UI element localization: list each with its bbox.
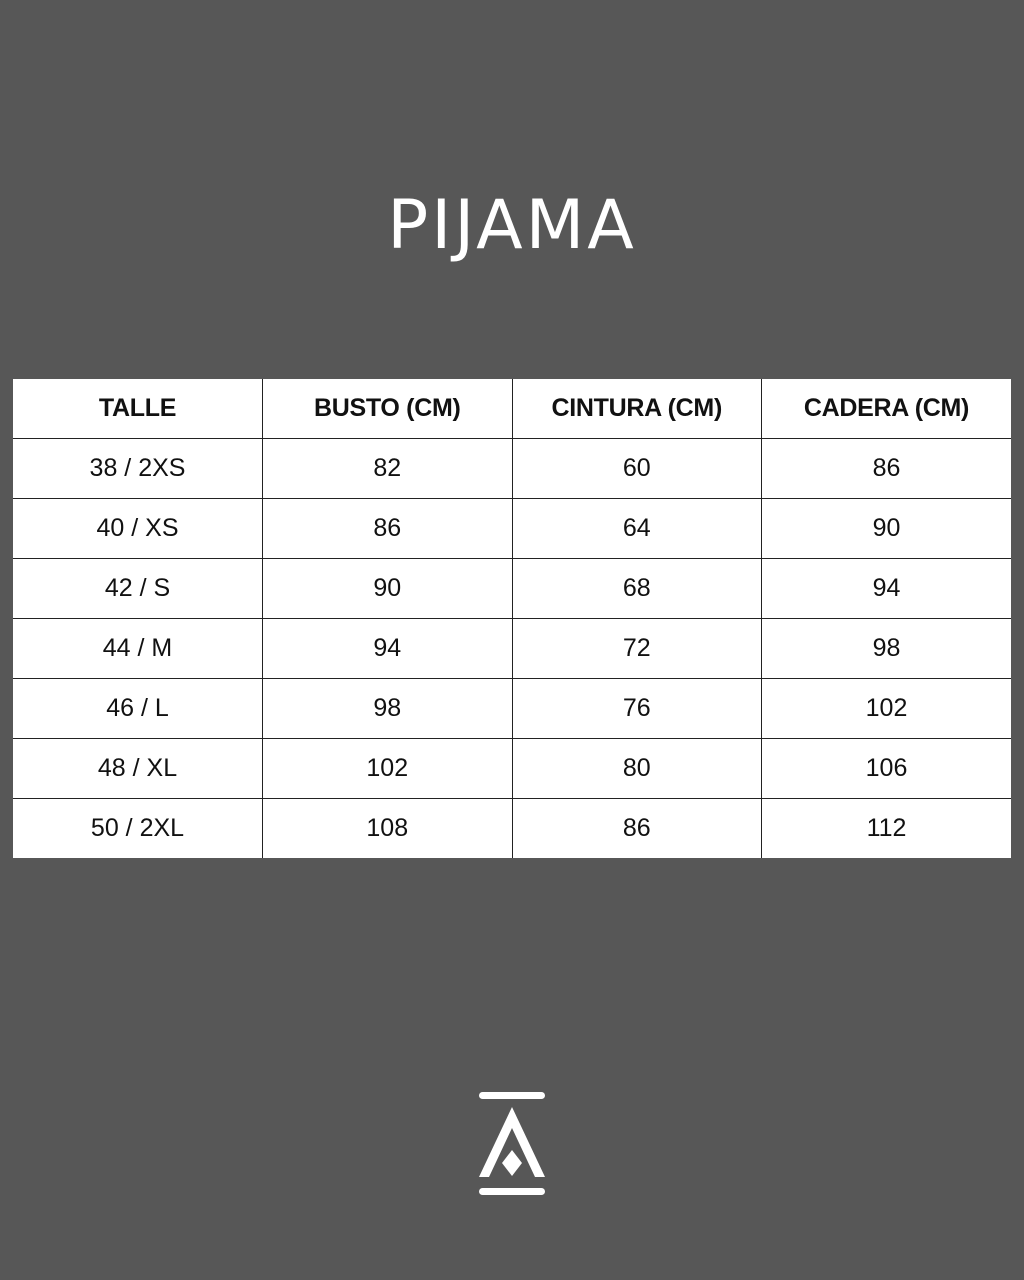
size-chart-table <box>13 379 1011 858</box>
header-cadera: CADERA (CM) <box>762 379 1012 439</box>
table-row <box>13 739 1011 799</box>
brand-logo-icon <box>479 1092 545 1198</box>
cell-talle: 38 / 2XS <box>13 439 263 499</box>
cell-cintura: 76 <box>512 679 762 739</box>
table-row <box>13 559 1011 619</box>
cell-cadera: 106 <box>762 739 1012 799</box>
cell-cadera: 98 <box>762 619 1012 679</box>
cell-busto: 102 <box>263 739 513 799</box>
cell-talle: 42 / S <box>13 559 263 619</box>
cell-cadera: 94 <box>762 559 1012 619</box>
cell-cintura: 80 <box>512 739 762 799</box>
header-cintura: CINTURA (CM) <box>512 379 762 439</box>
cell-cintura: 68 <box>512 559 762 619</box>
cell-cadera: 112 <box>762 799 1012 859</box>
cell-cintura: 72 <box>512 619 762 679</box>
cell-cadera: 102 <box>762 679 1012 739</box>
table-row <box>13 679 1011 739</box>
table-row <box>13 619 1011 679</box>
page-title: PIJAMA <box>387 186 637 265</box>
cell-busto: 86 <box>263 499 513 559</box>
table-row <box>13 499 1011 559</box>
cell-busto: 82 <box>263 439 513 499</box>
cell-cintura: 64 <box>512 499 762 559</box>
cell-talle: 50 / 2XL <box>13 799 263 859</box>
cell-cadera: 90 <box>762 499 1012 559</box>
header-busto: BUSTO (CM) <box>263 379 513 439</box>
cell-talle: 48 / XL <box>13 739 263 799</box>
table-header-row <box>13 379 1011 439</box>
table-row <box>13 799 1011 859</box>
cell-cintura: 86 <box>512 799 762 859</box>
cell-cadera: 86 <box>762 439 1012 499</box>
cell-talle: 46 / L <box>13 679 263 739</box>
table-row <box>13 439 1011 499</box>
cell-busto: 98 <box>263 679 513 739</box>
cell-busto: 108 <box>263 799 513 859</box>
cell-busto: 90 <box>263 559 513 619</box>
cell-talle: 44 / M <box>13 619 263 679</box>
cell-talle: 40 / XS <box>13 499 263 559</box>
header-talle: TALLE <box>13 379 263 439</box>
cell-cintura: 60 <box>512 439 762 499</box>
cell-busto: 94 <box>263 619 513 679</box>
